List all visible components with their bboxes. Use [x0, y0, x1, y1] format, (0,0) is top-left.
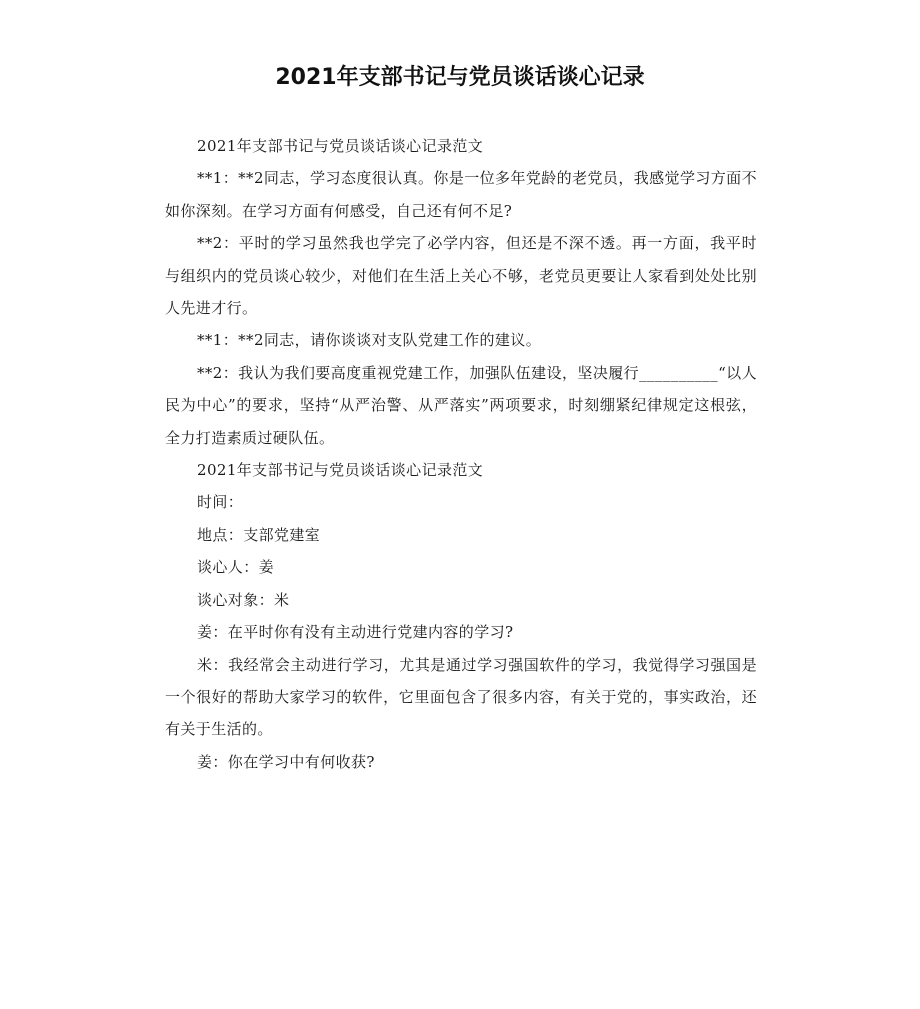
- paragraph-interviewer: 谈心人：姜: [197, 558, 275, 577]
- paragraph-dialogue: 米：我经常会主动进行学习，尤其是通过学习强国软件的学习，我觉得学习强国是一个很好的帮助大家学习的软件，它里面包含了很多内容，有关于党的，事实政治，还有关于生活的。: [165, 655, 757, 739]
- paragraph-dialogue: 姜：你在学习中有何收获?: [197, 752, 375, 771]
- paragraph-subtitle: 2021年支部书记与党员谈话谈心记录范文: [197, 137, 484, 155]
- paragraph-dialogue: **2：平时的学习虽然我也学完了必学内容，但还是不深不透。再一方面，我平时与组织内的党员谈心较少，对他们在生活上关心不够，老党员更要让人家看到处处比别人先进才行。: [165, 234, 757, 318]
- paragraph-dialogue: **1：**2同志，请你谈谈对支队党建工作的建议。: [197, 331, 542, 350]
- paragraph-time: 时间：: [197, 493, 244, 512]
- paragraph-interviewee: 谈心对象：米: [197, 590, 290, 609]
- paragraph-dialogue: 姜：在平时你有没有主动进行党建内容的学习?: [197, 623, 514, 642]
- document-title: 2021年支部书记与党员谈话谈心记录: [275, 65, 645, 90]
- paragraph-location: 地点：支部党建室: [197, 525, 321, 544]
- paragraph-dialogue: **2：我认为我们要高度重视党建工作，加强队伍建设，坚决履行__________“以人民为中心”的要求，坚持“从严治警、从严落实”两项要求，时刻绷紧纪律规定这根弦，全力打造素质过硬队伍。: [165, 363, 757, 447]
- document-body: [165, 130, 757, 778]
- paragraph-subtitle: 2021年支部书记与党员谈话谈心记录范文: [197, 461, 484, 480]
- paragraph-dialogue: **1：**2同志，学习态度很认真。你是一位多年党龄的老党员，我感觉学习方面不如你深刻。在学习方面有何感受，自己还有何不足?: [165, 169, 757, 220]
